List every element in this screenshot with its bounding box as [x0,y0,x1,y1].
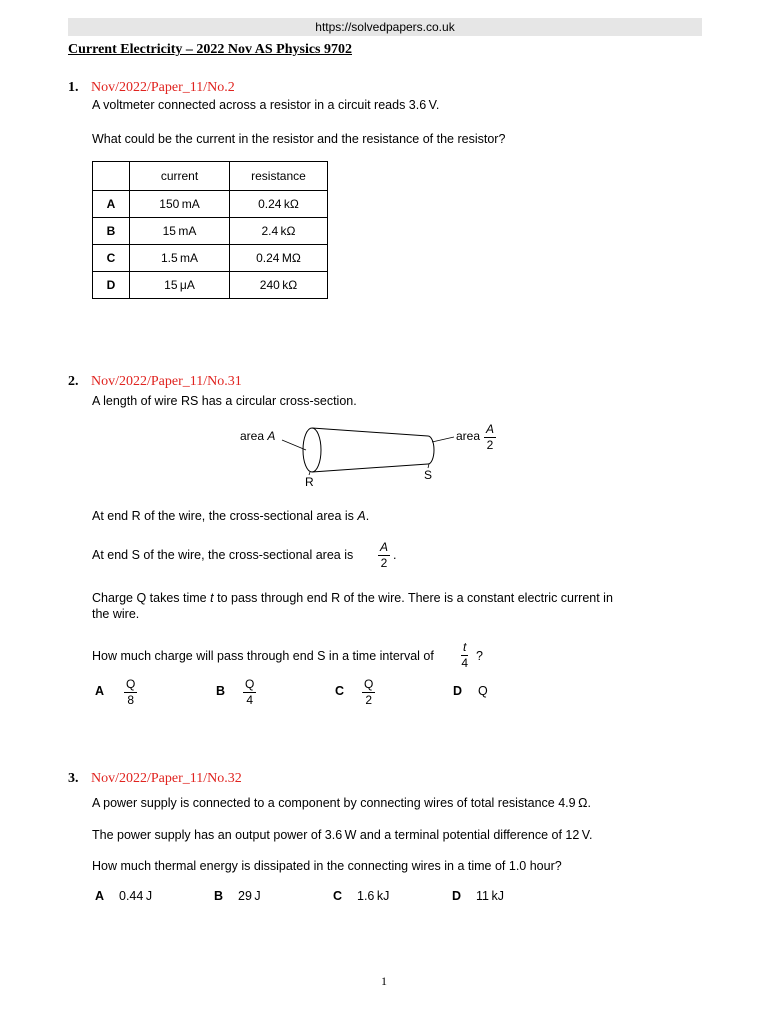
fraction-numerator: Q [126,677,136,691]
label-end-r: R [305,475,314,489]
leader-area-a-half [432,437,454,442]
question-2-line-3: At end S of the wire, the cross-sectional area is [92,548,354,562]
label-area-a-text: area [240,429,265,443]
table-cell-resistance: 0.24 kΩ [230,191,328,218]
label-area-a-half-text: area [456,429,481,443]
question-2-option-a-letter[interactable]: A [95,684,105,698]
question-2-line-1: A length of wire RS has a circular cross-section. [92,394,357,408]
question-2-option-a-value[interactable] [124,678,137,707]
end-s-arc [428,436,434,464]
table-cell-current: 150 mA [130,191,230,218]
fraction-numerator: A [486,422,495,436]
table-row [93,245,328,272]
table-row-label: A [93,191,130,218]
question-3-line-1: A power supply is connected to a component by connecting wires of total resistance 4.9 Ω. [92,796,591,810]
question-3-line-2: The power supply has an output power of 3.6 W and a terminal potential difference of 12 V. [92,828,593,842]
fraction-denominator: 2 [486,438,494,452]
line-var: t [210,591,214,605]
leader-area-a [282,440,306,450]
question-1-line-2: What could be the current in the resistor and the resistance of the resistor? [92,132,506,146]
line-text: Charge Q takes time [92,591,207,605]
question-3-option-a-value[interactable]: 0.44 J [119,889,153,903]
question-2-option-c-letter[interactable]: C [335,684,345,698]
line-text: At end R of the wire, the cross-sectional area is [92,509,354,523]
table-row [93,218,328,245]
question-2-number: 2. [68,374,79,389]
table-header-current: current [130,162,230,191]
table-cell-resistance: 240 kΩ [230,272,328,299]
label-area-a [240,429,275,443]
label-end-s: S [424,468,433,482]
question-2-option-d-letter[interactable]: D [453,684,463,698]
fraction-numerator: Q [245,677,255,691]
table-cell-current: 1.5 mA [130,245,230,272]
question-3-option-d-value[interactable]: 11 kJ [476,889,504,903]
question-2-line-6-punct: ? [476,649,483,663]
question-3-option-b-letter[interactable]: B [214,889,224,903]
table-cell-resistance: 0.24 MΩ [230,245,328,272]
wire-bottom-edge [312,464,428,472]
question-3-option-d-letter[interactable]: D [452,889,462,903]
line-var: A [357,509,366,523]
question-3-number: 3. [68,771,79,786]
table-row-label: B [93,218,130,245]
page-number: 1 [381,974,387,988]
fraction-denominator: 2 [380,556,388,570]
line-text: to pass through end R of the wire. There is a constant electric current in [217,591,613,605]
table-cell-current: 15 μA [130,272,230,299]
table-header-resistance: resistance [230,162,328,191]
table-row [93,272,328,299]
question-2-line-4 [92,591,613,605]
question-2-reference: Nov/2022/Paper_11/No.31 [91,374,242,389]
question-2-option-b-letter[interactable]: B [216,684,226,698]
fraction-denominator: 4 [461,656,469,670]
question-2-option-c-value[interactable] [362,678,375,707]
question-1-line-1: A voltmeter connected across a resistor in a circuit reads 3.6 V. [92,98,440,112]
fraction-numerator: t [463,640,467,654]
table-cell-current: 15 mA [130,218,230,245]
table-row-label: C [93,245,130,272]
question-3-option-b-value[interactable]: 29 J [238,889,261,903]
question-2-line-2 [92,509,369,523]
question-2-line-5: the wire. [92,607,140,621]
question-2-option-b-value[interactable] [243,678,256,707]
fraction-denominator: 8 [127,693,135,707]
question-3-reference: Nov/2022/Paper_11/No.32 [91,771,242,786]
fraction-numerator: A [380,540,389,554]
question-2-line-6-fraction [461,641,468,670]
table-row-label: D [93,272,130,299]
table-cell-resistance: 2.4 kΩ [230,218,328,245]
header-url[interactable]: https://solvedpapers.co.uk [315,20,455,34]
question-2-option-d-value[interactable]: Q [478,684,488,698]
label-area-a-var: A [267,429,276,443]
table-header-blank [93,162,130,191]
wire-top-edge [312,428,428,436]
question-2-line-3-fraction [378,541,390,570]
question-3-option-c-value[interactable]: 1.6 kJ [357,889,390,903]
fraction-numerator: Q [364,677,374,691]
fraction-denominator: 2 [365,693,373,707]
question-3-line-3: How much thermal energy is dissipated in the connecting wires in a time of 1.0 hour? [92,859,562,873]
question-1-reference: Nov/2022/Paper_11/No.2 [91,80,235,95]
table-row [93,191,328,218]
table-header-row [93,162,328,191]
question-3-option-c-letter[interactable]: C [333,889,343,903]
question-2-line-3-punct: . [393,548,397,562]
line-punct: . [365,509,370,523]
question-3-option-a-letter[interactable]: A [95,889,105,903]
fraction-denominator: 4 [246,693,254,707]
label-area-a-half-fraction [484,423,496,452]
question-1-number: 1. [68,80,79,95]
page-title: Current Electricity – 2022 Nov AS Physics 9702 [68,42,352,57]
question-2-line-6: How much charge will pass through end S in a time interval of [92,649,434,663]
question-1-answer-table [92,161,328,299]
